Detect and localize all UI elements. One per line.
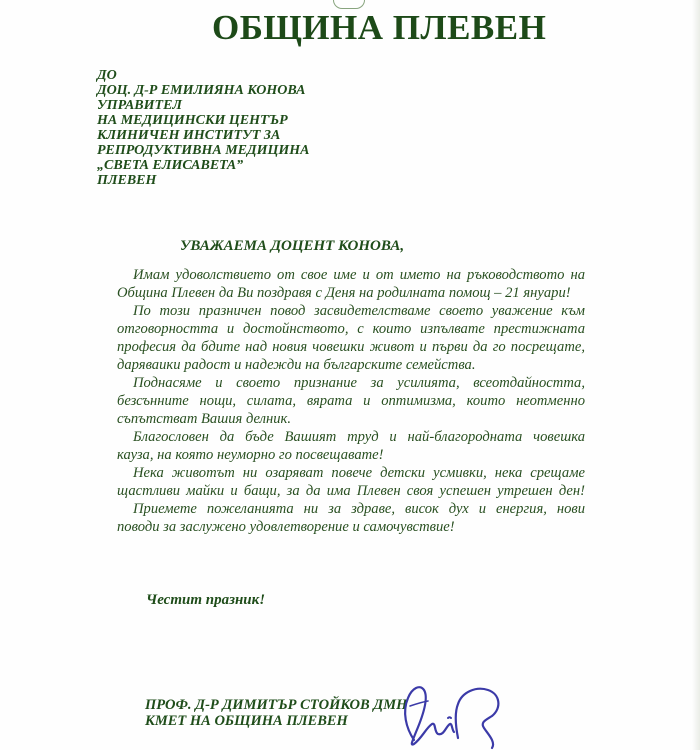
body-line: безсънните нощи, силата, вярата и оптимизма, които неотменно <box>117 393 585 409</box>
signatory-name: ПРОФ. Д-Р ДИМИТЪР СТОЙКОВ ДМН <box>145 697 408 713</box>
letter-body <box>117 266 585 536</box>
addressee-line: ДОЦ. Д-Р ЕМИЛИЯНА КОНОВА <box>97 83 306 98</box>
addressee-line: ДО <box>97 68 117 83</box>
body-line: щастливи майки и бащи, за да има Плевен своя успешен утрешен ден! <box>117 483 585 499</box>
signatory-title: КМЕТ НА ОБЩИНА ПЛЕВЕН <box>145 713 348 729</box>
letterhead-title: ОБЩИНА ПЛЕВЕН <box>212 8 547 47</box>
body-line: даряваики радост и надежди на българските семейства. <box>117 357 476 373</box>
body-line: Благословен да бъде Вашият труд и най-благородната човешка <box>133 429 585 445</box>
addressee-line: НА МЕДИЦИНСКИ ЦЕНТЪР <box>97 113 288 128</box>
body-line: Имам удоволствието от свое име и от името на ръководството на <box>133 267 585 283</box>
body-line: Приемете пожеланията ни за здраве, висок дух и енергия, нови <box>133 501 585 517</box>
addressee-line: „СВЕТА ЕЛИСАВЕТА” <box>97 158 244 173</box>
body-line: Община Плевен да Ви поздравя с Деня на родилната помощ – 21 януари! <box>117 285 571 301</box>
salutation: УВАЖАЕМА ДОЦЕНТ КОНОВА, <box>180 238 405 254</box>
body-line: кауза, на която неуморно го посвещавате! <box>117 447 384 463</box>
body-line: По този празничен повод засвидетелстваме своето уважение към <box>133 303 585 319</box>
body-line: отговорността и достойнството, с които изпълвате престижната <box>117 321 585 337</box>
addressee-line: КЛИНИЧЕН ИНСТИТУТ ЗА <box>97 128 281 143</box>
page-edge-shadow <box>692 0 700 750</box>
body-line: поводи за заслужено удовлетворение и самочувствие! <box>117 519 455 535</box>
handwritten-signature-icon <box>392 668 522 750</box>
body-line: професия да бдите над новия човешки живот и първи да го посрещате, <box>117 339 585 355</box>
addressee-line: РЕПРОДУКТИВНА МЕДИЦИНА <box>97 143 310 158</box>
addressee-line: УПРАВИТЕЛ <box>97 98 183 113</box>
body-line: Поднасяме и своето признание за усилията, всеотдайността, <box>133 375 585 391</box>
closing-greeting: Честит празник! <box>146 592 266 608</box>
body-line: Нека животът ни озаряват повече детски усмивки, нека срещаме <box>133 465 585 481</box>
body-line: съпътстват Вашия делник. <box>117 411 292 427</box>
addressee-block <box>97 68 309 188</box>
addressee-line: ПЛЕВЕН <box>97 173 157 188</box>
